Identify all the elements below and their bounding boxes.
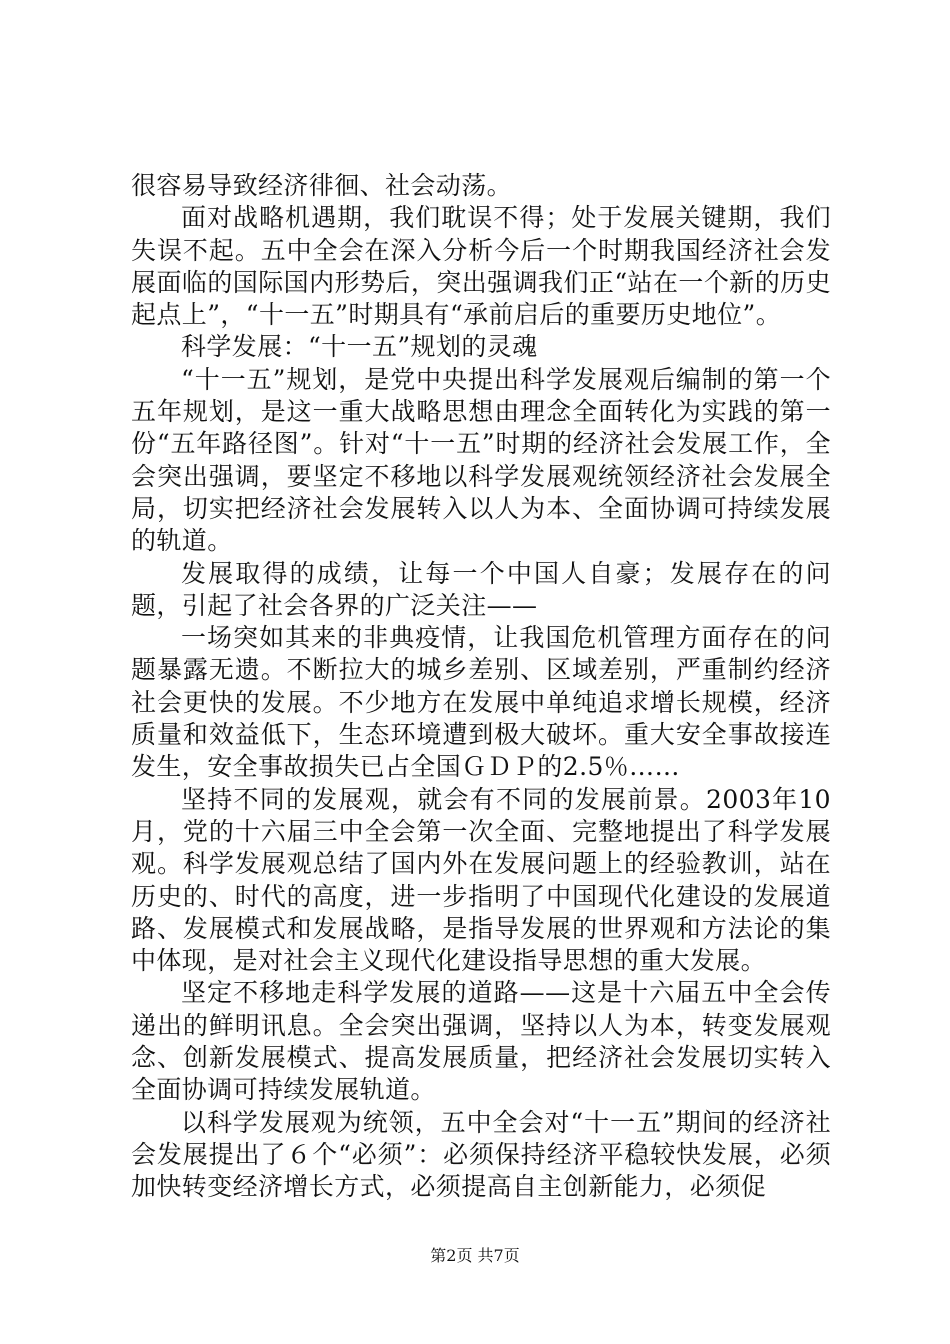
paragraph: 发展取得的成绩，让每一个中国人自豪；发展存在的问题，引起了社会各界的广泛关注—— bbox=[131, 558, 831, 620]
section-heading: 科学发展：“十一五”规划的灵魂 bbox=[181, 332, 538, 362]
document-body bbox=[131, 170, 831, 1204]
paragraph: 坚持不同的发展观，就会有不同的发展前景。2003年10月，党的十六届三中全会第一次全面、完整地提出了科学发展观。科学发展观总结了国内外在发展问题上的经验教训，站在历史的、时代的高度，进一步指明了中国现代化建设的发展道路、发展模式和发展战略，是指导发展的世界观和方法论的集中体现，是对社会主义现代化建设指导思想的重大发展。 bbox=[131, 784, 831, 976]
paragraph: 面对战略机遇期，我们耽误不得；处于发展关键期，我们失误不起。五中全会在深入分析今后一个时期我国经济社会发展面临的国际国内形势后，突出强调我们正“站在一个新的历史起点上”，“十一五”时期具有“承前启后的重要历史地位”。 bbox=[131, 203, 831, 330]
paragraph-continuation: 很容易导致经济徘徊、社会动荡。 bbox=[131, 171, 513, 200]
page-number-footer: 第2页 共7页 bbox=[430, 1246, 520, 1265]
paragraph: “十一五”规划，是党中央提出科学发展观后编制的第一个五年规划，是这一重大战略思想由理念全面转化为实践的第一份“五年路径图”。针对“十一五”时期的经济社会发展工作，全会突出强调，要坚定不移地以科学发展观统领经济社会发展全局，切实把经济社会发展转入以人为本、全面协调可持续发展的轨道。 bbox=[131, 364, 831, 556]
paragraph: 坚定不移地走科学发展的道路——这是十六届五中全会传递出的鲜明讯息。全会突出强调，坚持以人为本，转变发展观念、创新发展模式、提高发展质量，把经济社会发展切实转入全面协调可持续发展轨道。 bbox=[131, 978, 831, 1105]
paragraph: 一场突如其来的非典疫情，让我国危机管理方面存在的问题暴露无遗。不断拉大的城乡差别、区域差别，严重制约经济社会更快的发展。不少地方在发展中单纯追求增长规模，经济质量和效益低下，生态环境遭到极大破坏。重大安全事故接连发生，安全事故损失已占全国ＧＤＰ的2.5％…… bbox=[131, 623, 831, 782]
paragraph: 以科学发展观为统领，五中全会对“十一五”期间的经济社会发展提出了６个“必须”：必须保持经济平稳较快发展，必须加快转变经济增长方式，必须提高自主创新能力，必须促 bbox=[131, 1107, 831, 1202]
